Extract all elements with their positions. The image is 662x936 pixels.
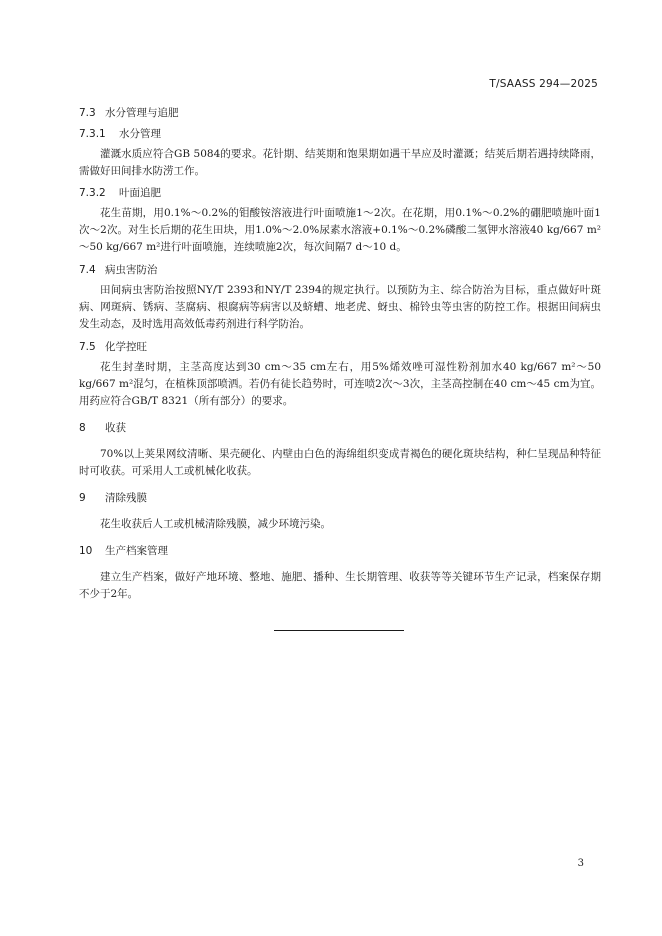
section-7-3: [79, 105, 601, 122]
section-8: [79, 420, 601, 480]
section-heading: [79, 339, 601, 356]
section-title: 清除残膜: [105, 492, 147, 504]
paragraph: 花生封垄时期，主茎高度达到30 cm～35 cm左右，用5%烯效唑可湿性粉剂加水40 kg/667 m²～50 kg/667 m²混匀，在植株顶部喷洒。若仍有徒长趋势时，可连喷2次～3次，主茎高控制在40 cm～45 cm为宜。用药应符合GB/T 8321（所有部分）的要求。: [79, 361, 601, 407]
section-9: [79, 490, 601, 533]
section-heading: [79, 262, 601, 279]
document-code: T/SAASS 294—2025: [489, 78, 598, 90]
page-number: 3: [577, 858, 584, 869]
section-heading: [79, 126, 601, 143]
section-number: 8: [79, 422, 86, 434]
section-number: 7.3: [79, 107, 96, 119]
paragraph: 灌溉水质应符合GB 5084的要求。花针期、结荚期和饱果期如遇干旱应及时灌溉；结荚后期若遇持续降雨，需做好田间排水防涝工作。: [79, 148, 601, 177]
section-7-5: [79, 339, 601, 410]
paragraph: 70%以上荚果网纹清晰、果壳硬化、内壁由白色的海绵组织变成青褐色的硬化斑块结构，种仁呈现品种特征时可收获。可采用人工或机械化收获。: [79, 448, 601, 477]
document-body: [79, 105, 601, 608]
section-10: [79, 543, 601, 603]
section-heading: [79, 185, 601, 202]
section-7-4: [79, 262, 601, 333]
section-title: 化学控旺: [105, 341, 147, 353]
section-title: 水分管理与追肥: [105, 107, 179, 119]
section-title: 生产档案管理: [105, 545, 168, 557]
section-number: 7.4: [79, 264, 96, 276]
section-7-3-1: [79, 126, 601, 180]
section-7-3-2: [79, 185, 601, 256]
section-heading: [79, 543, 601, 560]
section-number: 10: [79, 545, 93, 557]
section-title: 收获: [105, 422, 126, 434]
paragraph: 田间病虫害防治按照NY/T 2393和NY/T 2394的规定执行。以预防为主、综合防治为目标，重点做好叶斑病、网斑病、锈病、茎腐病、根腐病等病害以及蛴螬、地老虎、蚜虫、棉铃虫等虫害的防控工作。根据田间病虫发生动态，及时选用高效低毒药剂进行科学防治。: [79, 284, 601, 330]
paragraph: 建立生产档案，做好产地环境、整地、施肥、播种、生长期管理、收获等等关键环节生产记录，档案保存期不少于2年。: [79, 571, 601, 600]
section-heading: [79, 490, 601, 507]
section-title: 水分管理: [119, 128, 161, 140]
section-number: 7.3.2: [79, 187, 106, 199]
paragraph: 花生苗期，用0.1%～0.2%的钼酸铵溶液进行叶面喷施1～2次。在花期，用0.1%～0.2%的硼肥喷施叶面1次～2次。对生长后期的花生田块，用1.0%～2.0%尿素水溶液+0.1%～0.2%磷酸二氢钾水溶液40 kg/667 m²～50 kg/667 m²进行叶面喷施，连续喷施2次，每次间隔7 d～10 d。: [79, 207, 601, 253]
paragraph: 花生收获后人工或机械清除残膜，减少环境污染。: [100, 518, 331, 530]
section-number: 7.5: [79, 341, 96, 353]
end-rule: [274, 630, 404, 631]
section-title: 病虫害防治: [105, 264, 158, 276]
section-heading: [79, 420, 601, 437]
section-heading: [79, 105, 601, 122]
section-title: 叶面追肥: [119, 187, 161, 199]
section-number: 9: [79, 492, 86, 504]
section-number: 7.3.1: [79, 128, 106, 140]
